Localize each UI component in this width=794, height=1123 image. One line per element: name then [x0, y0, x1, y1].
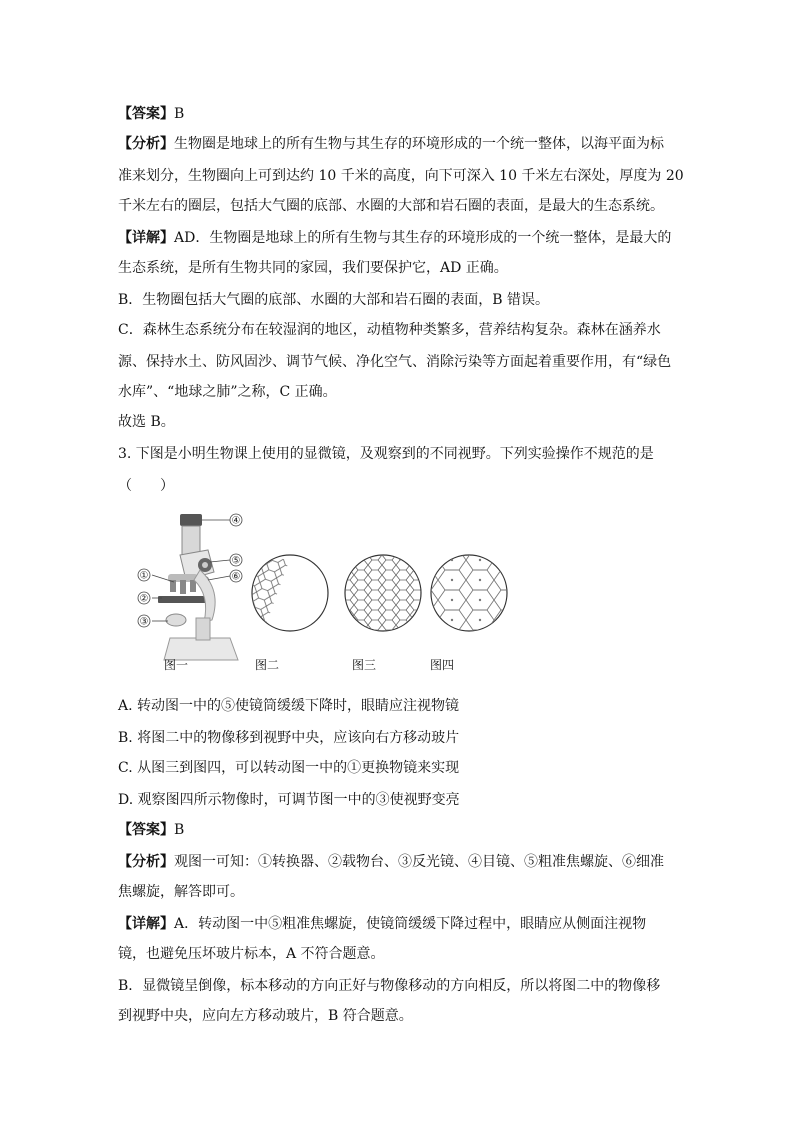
- view-2: [237, 552, 328, 636]
- option-b: B. 将图二中的物像移到视野中央，应该向右方移动玻片: [118, 730, 460, 746]
- answer-line-1: [118, 104, 184, 124]
- detail-tag: 【详解】: [118, 916, 174, 932]
- detail-text: 镜，也避免压坏玻片标本，A 不符合题意。: [118, 946, 385, 962]
- analysis-text: 千米左右的圈层，包括大气圈的底部、水圈的大部和岩石圈的表面，是最大的生态系统。: [118, 198, 664, 214]
- answer-tag: 【答案】: [118, 106, 174, 122]
- microscope-drawing: [158, 514, 238, 660]
- view-4: [426, 550, 510, 640]
- label-6: ⑥: [231, 571, 241, 583]
- answer-value: B: [174, 822, 185, 838]
- detail-tag: 【详解】: [118, 230, 174, 246]
- analysis-text: 生物圈是地球上的所有生物与其生存的环境形成的一个统一整体，以海平面为标: [174, 136, 664, 152]
- detail-text: B．生物圈包括大气圈的底部、水圈的大部和岩石圈的表面，B 错误。: [118, 292, 550, 308]
- detail-line: [118, 914, 646, 934]
- answer-line-2: [118, 820, 184, 840]
- microscope-figure: [130, 510, 510, 675]
- label-5: ⑤: [231, 555, 241, 567]
- caption-fig3: 图三: [352, 658, 377, 672]
- answer-value: B: [174, 106, 185, 122]
- detail-line: [118, 228, 671, 248]
- detail-text: 源、保持水土、防风固沙、调节气候、净化空气、消除污染等方面起着重要作用，有“绿色: [118, 354, 672, 370]
- answer-tag: 【答案】: [118, 822, 174, 838]
- caption-fig2: 图二: [255, 658, 280, 672]
- detail-text: A．转动图一中⑤粗准焦螺旋，使镜筒缓缓下降过程中，眼睛应从侧面注视物: [174, 916, 647, 932]
- analysis-text: 焦螺旋，解答即可。: [118, 884, 244, 900]
- caption-fig1: 图一: [164, 658, 189, 672]
- view-3: [340, 550, 430, 640]
- analysis-text: 准来划分，生物圈向上可到达约 10 千米的高度，向下可深入 10 千米左右深处，厚度为 20: [118, 168, 684, 184]
- conclusion-text: 故选 B。: [118, 414, 175, 430]
- analysis-tag: 【分析】: [118, 854, 174, 870]
- microscope-figure-svg: [130, 510, 510, 675]
- analysis-line: [118, 852, 664, 872]
- option-a: A. 转动图一中的⑤使镜筒缓缓下降时，眼睛应注视物镜: [118, 698, 460, 714]
- detail-text: C．森林生态系统分布在较湿润的地区，动植物种类繁多，营养结构复杂。森林在涵养水: [118, 322, 661, 338]
- detail-text: 水库”、“地球之肺”之称，C 正确。: [118, 384, 337, 400]
- label-1: ①: [139, 570, 149, 582]
- option-d: D. 观察图四所示物像时，可调节图一中的③使视野变亮: [118, 792, 460, 808]
- question-stem: 3. 下图是小明生物课上使用的显微镜，及观察到的不同视野。下列实验操作不规范的是: [118, 446, 654, 462]
- analysis-line: [118, 134, 664, 154]
- option-c: C. 从图三到图四，可以转动图一中的①更换物镜来实现: [118, 760, 460, 776]
- label-2: ②: [139, 593, 149, 605]
- detail-text: 生态系统，是所有生物共同的家园，我们要保护它，AD 正确。: [118, 260, 508, 276]
- label-3: ③: [139, 616, 149, 628]
- caption-fig4: 图四: [430, 658, 455, 672]
- detail-text: AD．生物圈是地球上的所有生物与其生存的环境形成的一个统一整体，是最大的: [174, 230, 672, 246]
- detail-text: B．显微镜呈倒像，标本移动的方向正好与物像移动的方向相反，所以将图二中的物像移: [118, 978, 661, 994]
- detail-text: 到视野中央，应向左方移动玻片，B 符合题意。: [118, 1008, 413, 1024]
- label-4: ④: [231, 515, 241, 527]
- question-paren: （ ）: [118, 478, 174, 494]
- analysis-tag: 【分析】: [118, 136, 174, 152]
- analysis-text: 观图一可知：①转换器、②载物台、③反光镜、④目镜、⑤粗准焦螺旋、⑥细准: [174, 854, 664, 870]
